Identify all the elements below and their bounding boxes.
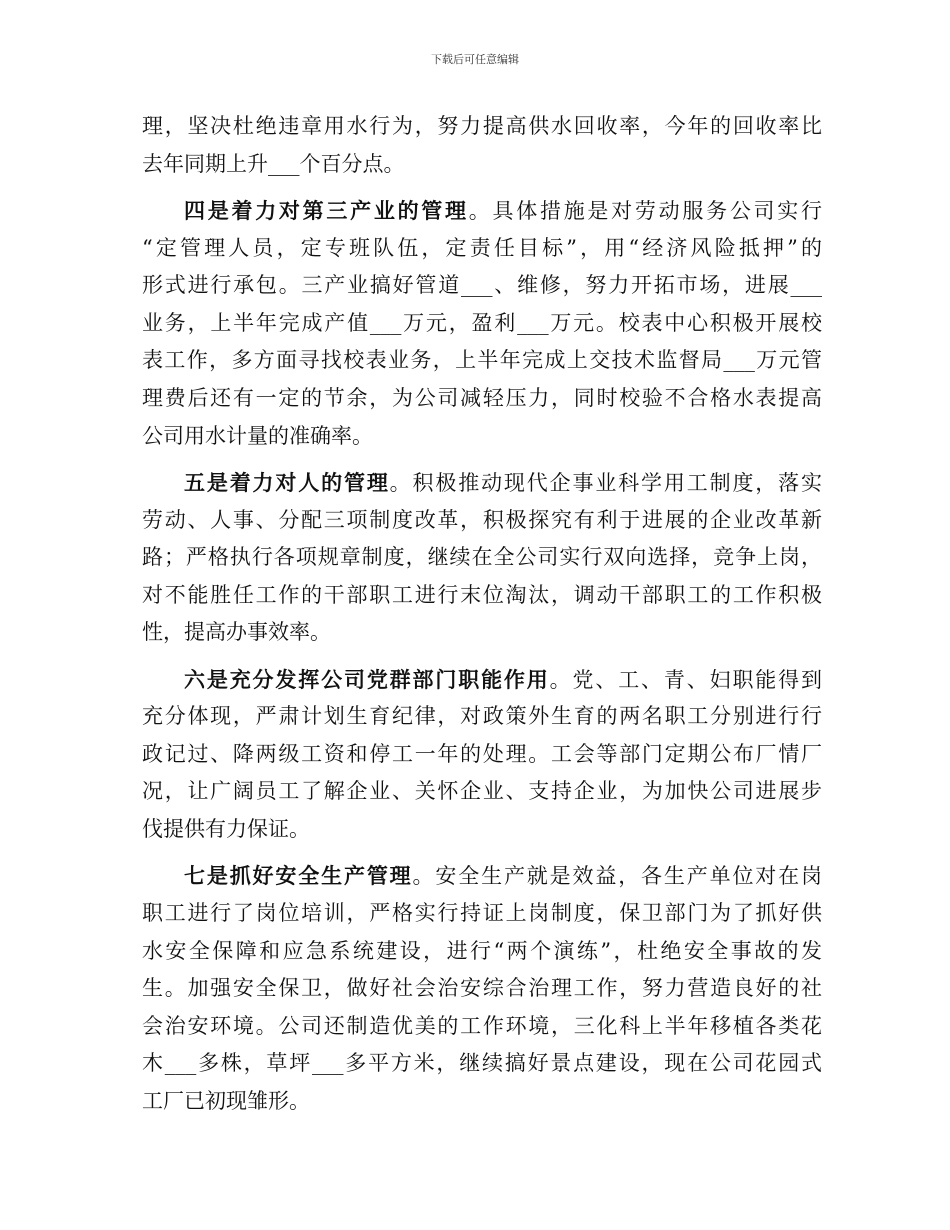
text-line <box>142 857 822 895</box>
paragraph-lead: 六是充分发挥公司党群部门职能作用 <box>184 666 550 692</box>
text-line: 劳动、人事、分配三项制度改革，积极探究有利于进展的企业改革新 <box>142 507 822 532</box>
text-line: 理费后还有一定的节余，为公司减轻压力，同时校验不合格水表提高 <box>142 385 822 410</box>
text-line: 形式进行承包。三产业搞好管道___、维修，努力开拓市场，进展___ <box>142 273 822 298</box>
paragraph-safety-production <box>142 857 822 1120</box>
text-line <box>142 661 822 699</box>
text-line: 木___多株，草坪___多平方米，继续搞好景点建设，现在公司花园式 <box>142 1051 822 1076</box>
text-line: 充分体现，严肃计划生育纪律，对政策外生育的两名职工分别进行行 <box>142 704 822 729</box>
text-line: 政记过、降两级工资和停工一年的处理。工会等部门定期公布厂情厂 <box>142 741 822 766</box>
text-line: 况，让广阔员工了解企业、关怀企业、支持企业，为加快公司进展步 <box>142 779 822 804</box>
text-line <box>142 464 822 502</box>
text-line: 业务，上半年完成产值___万元，盈利___万元。校表中心积极开展校 <box>142 310 822 335</box>
text-run: 。具体措施是对劳动服务公司实行 <box>468 198 823 223</box>
paragraph-tertiary-industry <box>142 192 822 455</box>
text-line: 表工作，多方面寻找校表业务，上半年完成上交技术监督局___万元管 <box>142 348 822 373</box>
text-line: 路；严格执行各项规章制度，继续在全公司实行双向选择，竞争上岗， <box>142 545 822 570</box>
paragraph-people-management <box>142 464 822 652</box>
text-line: 生。加强安全保卫，做好社会治安综合治理工作，努力营造良好的社 <box>142 976 822 1001</box>
text-line: “定管理人员，定专班队伍，定责任目标”，用“经济风险抵押”的 <box>142 235 822 260</box>
text-run: 。积极推动现代企事业科学用工制度，落实 <box>389 470 823 495</box>
text-run: 。党、工、青、妇职能得到 <box>549 667 823 692</box>
text-line: 去年同期上升___个百分点。 <box>142 151 405 176</box>
paragraph-lead: 五是着力对人的管理 <box>184 469 390 495</box>
text-line: 会治安环境。公司还制造优美的工作环境，三化科上半年移植各类花 <box>142 1013 822 1038</box>
text-line: 对不能胜任工作的干部职工进行末位淘汰，调动干部职工的工作积极 <box>142 582 822 607</box>
paragraph-party-departments <box>142 661 822 849</box>
paragraph-continuation <box>142 108 822 183</box>
text-line: 工厂已初现雏形。 <box>142 1089 310 1114</box>
text-line: 公司用水计量的准确率。 <box>142 423 373 448</box>
paragraph-lead: 四是着力对第三产业的管理 <box>184 197 469 223</box>
text-run: 。安全生产就是效益，各生产单位对在岗 <box>412 864 823 889</box>
text-line: 性，提高办事效率。 <box>142 620 331 645</box>
text-line <box>142 192 822 230</box>
document-body <box>142 108 822 1121</box>
text-line: 职工进行了岗位培训，严格实行持证上岗制度，保卫部门为了抓好供 <box>142 901 822 926</box>
page-header: 下载后可任意编辑 <box>431 53 519 66</box>
paragraph-lead: 七是抓好安全生产管理 <box>184 863 413 889</box>
text-line: 理，坚决杜绝违章用水行为，努力提高供水回收率，今年的回收率比 <box>142 114 822 138</box>
text-line: 水安全保障和应急系统建设，进行“两个演练”，杜绝安全事故的发 <box>142 938 822 963</box>
text-line: 伐提供有力保证。 <box>142 817 310 842</box>
